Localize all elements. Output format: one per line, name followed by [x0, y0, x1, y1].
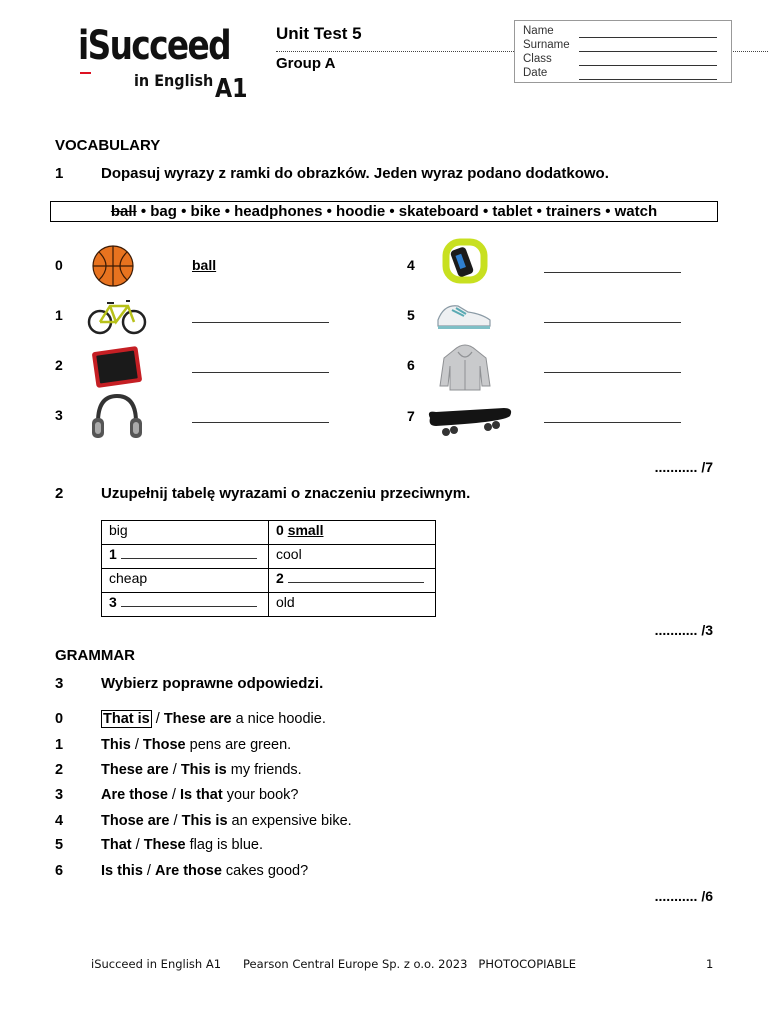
answer-line[interactable] [192, 422, 329, 423]
q2-number: 2 [55, 485, 64, 502]
table-row [102, 593, 436, 617]
table-cell [102, 593, 269, 617]
logo-main-text: iSucceed [78, 23, 230, 69]
logo [78, 22, 248, 104]
grammar-item [101, 711, 326, 727]
q3-instruction: Wybierz poprawne odpowiedzi. [101, 675, 324, 692]
header-divider [276, 51, 514, 52]
option-selected[interactable]: That is [103, 711, 150, 727]
g-number: 4 [55, 813, 64, 829]
word-list: • bag • bike • headphones • hoodie • skateboard • tablet • trainers • watch [136, 203, 658, 220]
answer-line[interactable] [544, 322, 681, 323]
student-info-box [514, 20, 732, 83]
option[interactable]: Those are [101, 813, 170, 829]
table-row [102, 545, 436, 569]
answer-line[interactable] [544, 422, 681, 423]
grammar-item [101, 863, 308, 879]
separator: / [168, 762, 181, 778]
group-title: Group A [276, 55, 336, 72]
surname-label: Surname [523, 39, 570, 51]
table-row [102, 569, 436, 593]
option[interactable]: Are those [155, 863, 222, 879]
class-field[interactable] [579, 65, 717, 66]
grammar-item [101, 787, 298, 803]
answer-line[interactable] [544, 272, 681, 273]
smartwatch-icon [434, 236, 496, 286]
q2-instruction: Uzupełnij tabelę wyrazami o znaczeniu przeciwnym. [101, 485, 471, 502]
cell-number: 0 [276, 522, 284, 538]
date-label: Date [523, 67, 548, 79]
table-cell [102, 569, 269, 593]
grammar-item [101, 813, 352, 829]
separator: / [130, 737, 143, 753]
table-cell [269, 545, 436, 569]
option[interactable]: That [101, 837, 132, 853]
name-label: Name [523, 25, 554, 37]
item-number: 3 [55, 407, 63, 423]
answer-blank[interactable] [288, 569, 424, 583]
grammar-item [101, 737, 291, 753]
class-label: Class [523, 53, 552, 65]
item-number: 2 [55, 357, 63, 373]
table-row [102, 521, 436, 545]
item-number: 4 [407, 257, 415, 273]
logo-accent [80, 72, 91, 74]
separator: / [151, 711, 164, 727]
q2-score: ........... /3 [654, 622, 713, 638]
option[interactable]: This [101, 737, 131, 753]
g-number: 6 [55, 863, 64, 879]
option[interactable]: Those [142, 737, 186, 753]
date-field[interactable] [579, 79, 717, 80]
option[interactable]: This is [180, 762, 227, 778]
answer-line[interactable] [192, 372, 329, 373]
answer-blank[interactable] [121, 593, 257, 607]
option[interactable]: This is [181, 813, 228, 829]
logo-level-text: A1 [215, 74, 248, 104]
cell-number: 1 [109, 546, 117, 562]
g-number: 3 [55, 787, 64, 803]
g-number: 5 [55, 837, 64, 853]
item-number: 5 [407, 307, 415, 323]
sentence-rest: flag is blue. [185, 837, 264, 853]
word-box [50, 201, 718, 222]
vocabulary-heading: VOCABULARY [55, 137, 161, 154]
q3-score: ........... /6 [654, 888, 713, 904]
sentence-rest: an expensive bike. [227, 813, 352, 829]
table-cell [269, 521, 436, 545]
option[interactable]: Is this [101, 863, 143, 879]
bicycle-icon [86, 292, 148, 342]
option[interactable]: These are [101, 762, 169, 778]
word-crossed: ball [110, 203, 137, 220]
separator: / [142, 863, 155, 879]
item-number: 6 [407, 357, 415, 373]
sentence-rest: my friends. [226, 762, 302, 778]
g-number: 2 [55, 762, 64, 778]
g-number: 1 [55, 737, 64, 753]
cell-number: 3 [109, 594, 117, 610]
cell-text: cheap [109, 570, 148, 586]
cell-text: big [109, 522, 128, 538]
item-number: 1 [55, 307, 63, 323]
table-cell [102, 521, 269, 545]
option[interactable]: These are [163, 711, 232, 727]
skateboard-icon [424, 400, 514, 444]
logo-sub-text: in English [134, 71, 214, 90]
item-number: 0 [55, 257, 63, 273]
separator: / [167, 787, 180, 803]
trainers-icon [434, 290, 496, 340]
answer-line[interactable] [544, 372, 681, 373]
tablet-icon [86, 343, 148, 393]
sentence-rest: your book? [222, 787, 299, 803]
grammar-heading: GRAMMAR [55, 647, 135, 664]
option[interactable]: Are those [101, 787, 168, 803]
grammar-item [101, 837, 263, 853]
headphones-icon [86, 392, 148, 442]
header-divider-right [733, 51, 768, 52]
sentence-rest: a nice hoodie. [231, 711, 326, 727]
table-cell [269, 569, 436, 593]
answer-blank[interactable] [121, 545, 257, 559]
surname-field[interactable] [579, 51, 717, 52]
cell-number: 2 [276, 570, 284, 586]
cell-text: cool [276, 546, 302, 562]
unit-title: Unit Test 5 [276, 24, 362, 43]
q1-instruction: Dopasuj wyrazy z ramki do obrazków. Jeden wyraz podano dodatkowo. [101, 165, 609, 182]
g-number: 0 [55, 711, 64, 727]
q3-number: 3 [55, 675, 64, 692]
option[interactable]: These [143, 837, 186, 853]
cell-answer: small [287, 522, 324, 538]
answer-line[interactable] [192, 322, 329, 323]
grammar-item [101, 762, 302, 778]
page-number: 1 [706, 957, 714, 971]
footer-text: iSucceed in English A1 Pearson Central Europe Sp. z o.o. 2023 PHOTOCOPIABLE [91, 957, 576, 971]
table-cell [102, 545, 269, 569]
hoodie-icon [434, 342, 496, 392]
name-field[interactable] [579, 37, 717, 38]
item-number: 7 [407, 408, 415, 424]
opposites-table [101, 520, 436, 617]
answer-example: ball [192, 257, 217, 273]
q1-score: ........... /7 [654, 459, 713, 475]
basketball-icon [84, 240, 146, 290]
sentence-rest: pens are green. [185, 737, 292, 753]
cell-text: old [276, 594, 295, 610]
option[interactable]: Is that [179, 787, 223, 803]
sentence-rest: cakes good? [221, 863, 309, 879]
q1-number: 1 [55, 165, 64, 182]
separator: / [131, 837, 144, 853]
separator: / [169, 813, 182, 829]
table-cell [269, 593, 436, 617]
